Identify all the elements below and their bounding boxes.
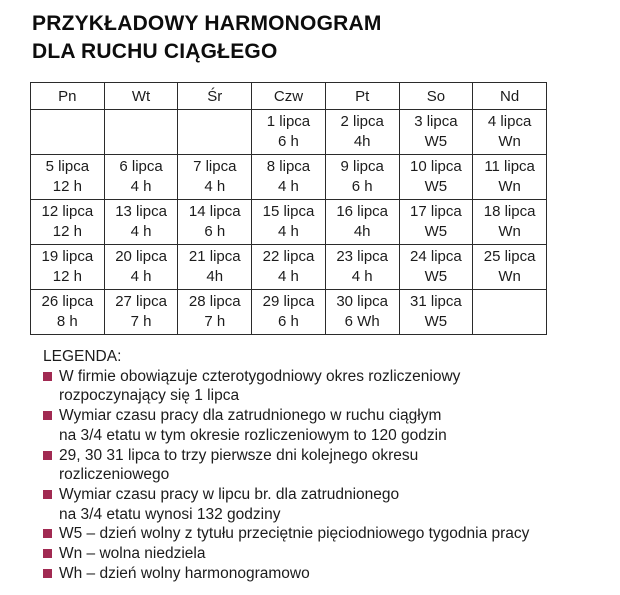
calendar-cell bbox=[178, 155, 252, 200]
cell-date: 10 lipca bbox=[410, 158, 462, 175]
cell-date: 22 lipca bbox=[262, 248, 315, 265]
calendar-cell bbox=[473, 155, 547, 200]
cell-value: 4 h bbox=[278, 268, 299, 285]
calendar-cell bbox=[252, 200, 326, 245]
calendar-cell bbox=[252, 290, 326, 335]
week-row bbox=[31, 155, 547, 200]
calendar-cell bbox=[399, 110, 473, 155]
legend-item-text: W5 – dzień wolny z tytułu przeciętnie pięciodniowego tygodnia pracy bbox=[59, 525, 530, 543]
calendar-cell bbox=[31, 200, 105, 245]
day-header-czw: Czw bbox=[252, 83, 326, 110]
day-header-pt: Pt bbox=[325, 83, 399, 110]
legend-item-working-time-july bbox=[43, 485, 603, 524]
cell-value: 6 h bbox=[204, 223, 226, 240]
cell-value: 6 h bbox=[351, 178, 373, 195]
legend-item-text: Wh – dzień wolny harmonogramowo bbox=[59, 564, 310, 582]
cell-value: 4 h bbox=[278, 178, 299, 195]
cell-date: 6 lipca bbox=[119, 158, 163, 175]
calendar-cell bbox=[399, 245, 473, 290]
cell-value: W5 bbox=[424, 178, 448, 195]
cell-value: 4h bbox=[353, 133, 371, 150]
day-header-nd: Nd bbox=[473, 83, 547, 110]
cell-date: 15 lipca bbox=[262, 203, 315, 220]
bullet-square-icon bbox=[43, 490, 52, 499]
cell-date: 12 lipca bbox=[41, 203, 94, 220]
calendar-cell bbox=[325, 200, 399, 245]
cell-value: 6 Wh bbox=[344, 313, 380, 330]
cell-date bbox=[473, 292, 546, 312]
cell-value: W5 bbox=[424, 133, 448, 150]
bullet-square-icon bbox=[43, 549, 52, 558]
legend-item-wn-definition bbox=[43, 544, 603, 564]
legend-item-text: Wymiar czasu pracy dla zatrudnionego w ruchu ciągłym na 3/4 etatu w tym okresie rozliczeniowym to 120 godzin bbox=[59, 407, 447, 444]
cell-value: W5 bbox=[424, 268, 448, 285]
legend-title: LEGENDA: bbox=[43, 348, 122, 365]
cell-date: 1 lipca bbox=[266, 113, 311, 130]
cell-value: 4 h bbox=[204, 178, 226, 195]
legend-item-wh-definition bbox=[43, 564, 603, 584]
calendar-cell bbox=[104, 110, 178, 155]
bullet-square-icon bbox=[43, 411, 52, 420]
cell-value: 7 h bbox=[130, 313, 152, 330]
cell-date: 23 lipca bbox=[336, 248, 389, 265]
cell-value: 4 h bbox=[351, 268, 373, 285]
cell-value bbox=[105, 132, 178, 152]
cell-value: W5 bbox=[424, 223, 448, 240]
calendar-cell bbox=[31, 110, 105, 155]
cell-date bbox=[105, 112, 178, 132]
calendar-cell bbox=[31, 155, 105, 200]
cell-value: 4h bbox=[206, 268, 224, 285]
calendar-cell bbox=[178, 290, 252, 335]
cell-date: 16 lipca bbox=[336, 203, 389, 220]
calendar-cell bbox=[31, 245, 105, 290]
calendar-cell bbox=[31, 290, 105, 335]
calendar-cell bbox=[399, 155, 473, 200]
bullet-square-icon bbox=[43, 529, 52, 538]
calendar-cell bbox=[104, 200, 178, 245]
legend-item-text: Wymiar czasu pracy w lipcu br. dla zatrudnionego na 3/4 etatu wynosi 132 godziny bbox=[59, 485, 400, 523]
cell-date: 18 lipca bbox=[483, 203, 536, 220]
header-row bbox=[31, 83, 547, 110]
page-title bbox=[32, 10, 382, 66]
day-header-so: So bbox=[399, 83, 473, 110]
day-header-sr: Śr bbox=[178, 83, 252, 110]
page-title-line2: DLA RUCHU CIĄGŁEGO bbox=[32, 40, 278, 63]
cell-date: 2 lipca bbox=[340, 113, 384, 130]
week-row bbox=[31, 200, 547, 245]
cell-value: Wn bbox=[498, 268, 521, 285]
calendar-cell bbox=[252, 245, 326, 290]
cell-value bbox=[473, 312, 546, 332]
cell-value: 4 h bbox=[278, 223, 299, 240]
calendar-cell bbox=[325, 110, 399, 155]
bullet-square-icon bbox=[43, 372, 52, 381]
bullet-square-icon bbox=[43, 451, 52, 460]
cell-value: Wn bbox=[498, 223, 521, 240]
calendar-cell bbox=[473, 200, 547, 245]
week-row bbox=[31, 245, 547, 290]
cell-value: 7 h bbox=[204, 313, 226, 330]
cell-date: 27 lipca bbox=[115, 293, 167, 310]
cell-value: 6 h bbox=[278, 313, 299, 330]
calendar-cell bbox=[104, 245, 178, 290]
calendar-cell bbox=[252, 110, 326, 155]
day-header-wt: Wt bbox=[104, 83, 178, 110]
cell-date: 29 lipca bbox=[262, 293, 315, 310]
cell-value bbox=[31, 132, 104, 152]
cell-date: 28 lipca bbox=[188, 293, 241, 310]
calendar-cell bbox=[178, 110, 252, 155]
cell-date: 21 lipca bbox=[188, 248, 241, 265]
cell-date: 3 lipca bbox=[414, 113, 458, 130]
cell-date: 26 lipca bbox=[41, 293, 94, 310]
schedule-table bbox=[30, 82, 547, 335]
calendar-cell bbox=[325, 245, 399, 290]
day-header-pn: Pn bbox=[31, 83, 105, 110]
calendar-cell bbox=[473, 110, 547, 155]
cell-date: 9 lipca bbox=[340, 158, 384, 175]
cell-value: 12 h bbox=[52, 178, 82, 195]
cell-value: Wn bbox=[498, 133, 521, 150]
page-title-line1: PRZYKŁADOWY HARMONOGRAM bbox=[32, 12, 382, 35]
legend-item-billing-period bbox=[43, 367, 603, 406]
cell-date: 24 lipca bbox=[410, 248, 462, 265]
week-row bbox=[31, 110, 547, 155]
cell-value: 6 h bbox=[278, 133, 299, 150]
legend-item-text: 29, 30 31 lipca to trzy pierwsze dni kolejnego okresu rozliczeniowego bbox=[59, 446, 419, 484]
cell-date: 7 lipca bbox=[193, 158, 237, 175]
cell-value: 4 h bbox=[130, 223, 152, 240]
cell-value: 8 h bbox=[56, 313, 78, 330]
calendar-cell bbox=[252, 155, 326, 200]
week-row bbox=[31, 290, 547, 335]
cell-date: 17 lipca bbox=[410, 203, 462, 220]
calendar-cell bbox=[104, 290, 178, 335]
cell-value: 4 h bbox=[130, 178, 152, 195]
calendar-cell bbox=[325, 290, 399, 335]
cell-date: 25 lipca bbox=[483, 248, 536, 265]
bullet-square-icon bbox=[43, 569, 52, 578]
legend-item-text: W firmie obowiązuje czterotygodniowy okres rozliczeniowy rozpoczynający się 1 lipca bbox=[59, 367, 461, 405]
cell-value: 12 h bbox=[52, 268, 82, 285]
legend-item-text: Wn – wolna niedziela bbox=[59, 545, 206, 563]
calendar-cell bbox=[399, 200, 473, 245]
calendar-cell bbox=[473, 245, 547, 290]
cell-date: 13 lipca bbox=[115, 203, 167, 220]
cell-date: 14 lipca bbox=[188, 203, 241, 220]
cell-date: 19 lipca bbox=[41, 248, 94, 265]
cell-date: 11 lipca bbox=[484, 158, 535, 175]
cell-date bbox=[31, 112, 104, 132]
legend-item-w5-definition bbox=[43, 524, 603, 544]
cell-date: 5 lipca bbox=[45, 158, 90, 175]
cell-value: 4h bbox=[353, 223, 371, 240]
cell-date: 31 lipca bbox=[410, 293, 462, 310]
legend-item-next-period-days bbox=[43, 446, 603, 485]
cell-value: 4 h bbox=[130, 268, 152, 285]
cell-value: 12 h bbox=[52, 223, 82, 240]
cell-value: W5 bbox=[424, 313, 448, 330]
cell-value: Wn bbox=[498, 178, 521, 195]
calendar-cell bbox=[473, 290, 547, 335]
cell-date bbox=[178, 112, 251, 132]
cell-date: 4 lipca bbox=[487, 113, 532, 130]
cell-date: 8 lipca bbox=[266, 158, 311, 175]
legend bbox=[43, 347, 603, 583]
calendar-cell bbox=[178, 200, 252, 245]
calendar-cell bbox=[178, 245, 252, 290]
cell-value bbox=[178, 132, 251, 152]
cell-date: 30 lipca bbox=[336, 293, 389, 310]
calendar-cell bbox=[104, 155, 178, 200]
cell-date: 20 lipca bbox=[115, 248, 167, 265]
legend-item-working-time-period bbox=[43, 406, 603, 445]
calendar-cell bbox=[325, 155, 399, 200]
calendar-cell bbox=[399, 290, 473, 335]
